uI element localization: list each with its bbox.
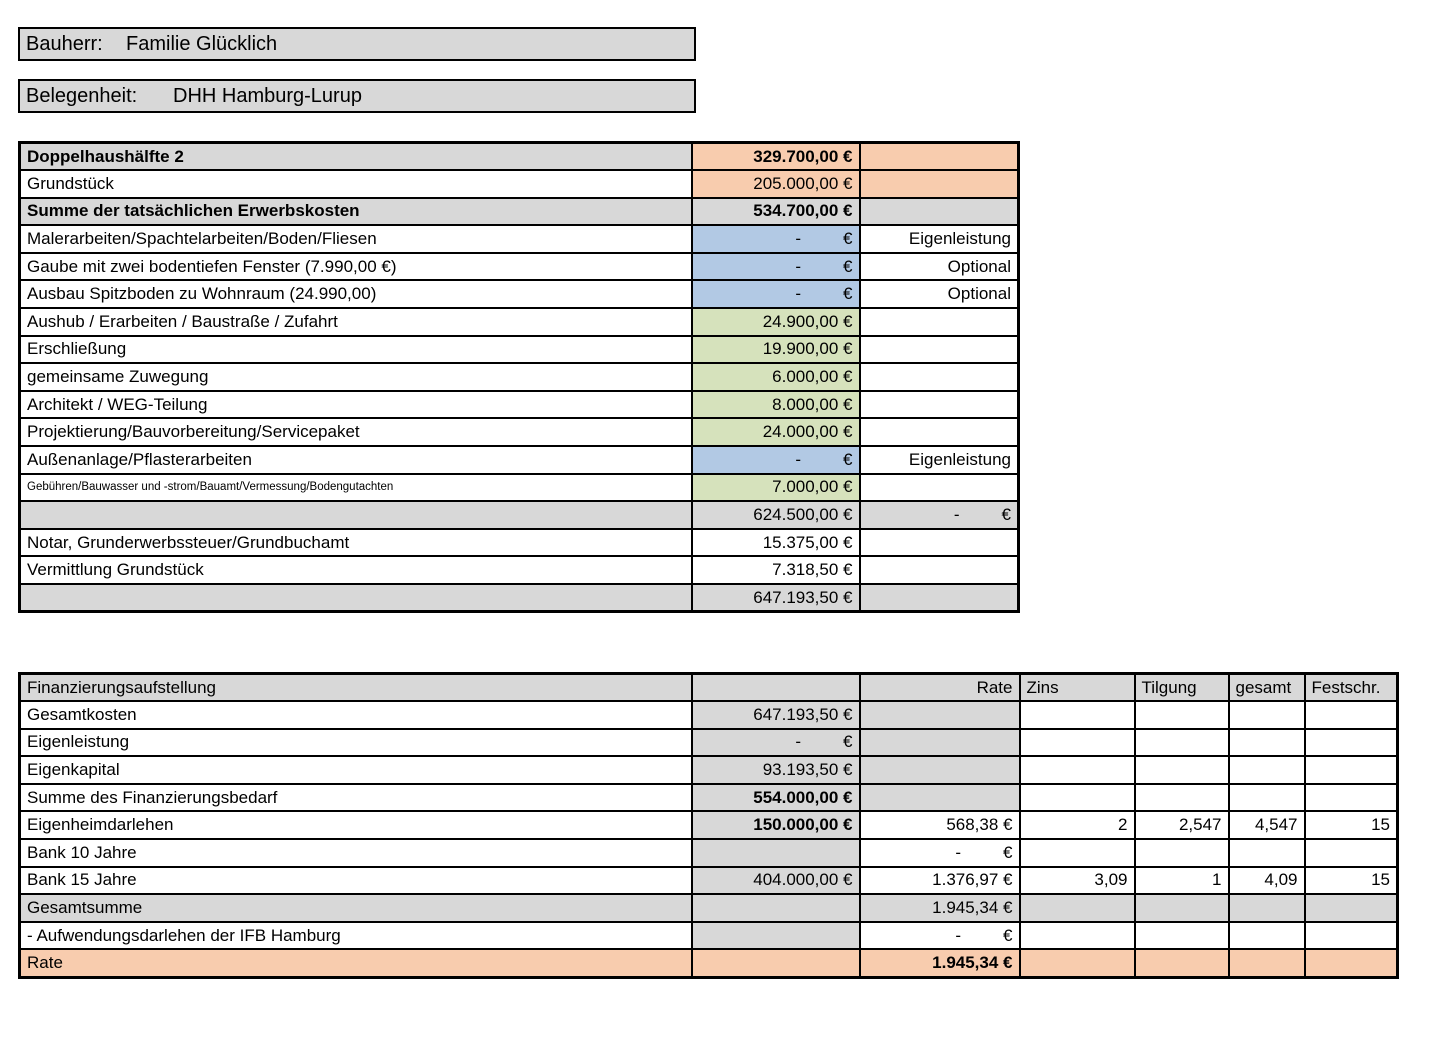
euro-sign: €	[1001, 505, 1011, 525]
row-label: Eigenheimdarlehen	[20, 811, 692, 839]
belegenheit-value: DHH Hamburg-Lurup	[173, 84, 362, 107]
row-label: Rate	[20, 949, 692, 977]
row-label: Bank 10 Jahre	[20, 839, 692, 867]
amount-cell: 329.700,00 €	[692, 143, 860, 171]
finance-header-row	[20, 674, 1398, 702]
gesamt-cell	[1229, 729, 1305, 757]
accounting-dash: -	[953, 505, 960, 525]
note-cell	[860, 556, 1019, 584]
gesamt-cell: 4,547	[1229, 811, 1305, 839]
table-row	[20, 501, 1019, 529]
zins-cell	[1020, 729, 1135, 757]
table-row	[20, 363, 1019, 391]
table-row	[20, 894, 1398, 922]
row-label: Gesamtkosten	[20, 701, 692, 729]
amount-cell	[692, 225, 860, 253]
zins-cell	[1020, 701, 1135, 729]
table-row	[20, 949, 1398, 977]
tilgung-cell: 2,547	[1135, 811, 1229, 839]
zins-cell	[1020, 756, 1135, 784]
row-label: Malerarbeiten/Spachtelarbeiten/Boden/Fliesen	[20, 225, 692, 253]
table-row	[20, 584, 1019, 612]
note-cell	[860, 363, 1019, 391]
row-label: Projektierung/Bauvorbereitung/Servicepaket	[20, 418, 692, 446]
amount-cell: 19.900,00 €	[692, 336, 860, 364]
table-row	[20, 729, 1398, 757]
belegenheit-label: Belegenheit:	[26, 84, 138, 107]
amount-cell: 150.000,00 €	[692, 811, 860, 839]
finance-table	[18, 672, 1399, 979]
amount-cell: 554.000,00 €	[692, 784, 860, 812]
amount-cell: 93.193,50 €	[692, 756, 860, 784]
cost-table	[18, 141, 1020, 613]
tilgung-cell	[1135, 701, 1229, 729]
table-row	[20, 391, 1019, 419]
amount-cell: 24.000,00 €	[692, 418, 860, 446]
rate-cell	[860, 701, 1020, 729]
festschr-cell	[1305, 756, 1398, 784]
rate-cell	[860, 784, 1020, 812]
column-header-rate-cell: Rate	[860, 674, 1020, 702]
zins-cell	[1020, 894, 1135, 922]
amount-cell: 205.000,00 €	[692, 170, 860, 198]
table-row	[20, 556, 1019, 584]
table-row	[20, 922, 1398, 950]
column-header-zins-cell: Zins	[1020, 674, 1135, 702]
column-header-gesamt-cell: gesamt	[1229, 674, 1305, 702]
amount-cell: 7.000,00 €	[692, 474, 860, 502]
table-row	[20, 474, 1019, 502]
table-row	[20, 336, 1019, 364]
amount-cell: 24.900,00 €	[692, 308, 860, 336]
zins-cell	[1020, 922, 1135, 950]
accounting-dash: -	[795, 229, 802, 249]
euro-sign: €	[843, 732, 853, 752]
column-header-amount-cell	[692, 674, 860, 702]
rate-cell: 1.376,97 €	[860, 867, 1020, 895]
note-cell	[860, 170, 1019, 198]
row-label: Notar, Grunderwerbssteuer/Grundbuchamt	[20, 529, 692, 557]
rate-cell	[860, 922, 1020, 950]
tilgung-cell	[1135, 756, 1229, 784]
zins-cell	[1020, 784, 1135, 812]
gesamt-cell	[1229, 839, 1305, 867]
festschr-cell	[1305, 894, 1398, 922]
tilgung-cell	[1135, 922, 1229, 950]
tilgung-cell	[1135, 839, 1229, 867]
rate-cell: 1.945,34 €	[860, 949, 1020, 977]
gesamt-cell: 4,09	[1229, 867, 1305, 895]
table-row	[20, 446, 1019, 474]
row-label: Eigenkapital	[20, 756, 692, 784]
column-header-row-label: Finanzierungsaufstellung	[20, 674, 692, 702]
note-cell: Optional	[860, 280, 1019, 308]
gesamt-cell	[1229, 784, 1305, 812]
row-label	[20, 584, 692, 612]
finance-table-body	[20, 701, 1398, 977]
note-cell	[860, 584, 1019, 612]
euro-sign: €	[843, 256, 853, 276]
zins-cell: 3,09	[1020, 867, 1135, 895]
table-row	[20, 811, 1398, 839]
table-row	[20, 418, 1019, 446]
row-label: Architekt / WEG-Teilung	[20, 391, 692, 419]
amount-cell	[692, 446, 860, 474]
tilgung-cell	[1135, 949, 1229, 977]
bauherr-value: Familie Glücklich	[126, 32, 278, 55]
row-label: gemeinsame Zuwegung	[20, 363, 692, 391]
column-header-tilgung-cell: Tilgung	[1135, 674, 1229, 702]
amount-cell: 647.193,50 €	[692, 701, 860, 729]
festschr-cell: 15	[1305, 811, 1398, 839]
table-row	[20, 198, 1019, 226]
tilgung-cell	[1135, 729, 1229, 757]
table-row	[20, 867, 1398, 895]
zins-cell	[1020, 839, 1135, 867]
table-row	[20, 839, 1398, 867]
row-label: Gebühren/Bauwasser und -strom/Bauamt/Vermessung/Bodengutachten	[20, 474, 692, 502]
row-label: Doppelhaushälfte 2	[20, 143, 692, 171]
row-label: Außenanlage/Pflasterarbeiten	[20, 446, 692, 474]
note-cell	[860, 529, 1019, 557]
festschr-cell	[1305, 729, 1398, 757]
amount-cell: 7.318,50 €	[692, 556, 860, 584]
amount-cell	[692, 894, 860, 922]
table-row	[20, 225, 1019, 253]
table-row	[20, 529, 1019, 557]
row-label: Erschließung	[20, 336, 692, 364]
amount-cell: 6.000,00 €	[692, 363, 860, 391]
note-cell	[860, 391, 1019, 419]
euro-sign: €	[843, 284, 853, 304]
zins-cell: 2	[1020, 811, 1135, 839]
row-label: Summe der tatsächlichen Erwerbskosten	[20, 198, 692, 226]
festschr-cell	[1305, 784, 1398, 812]
row-label: Summe des Finanzierungsbedarf	[20, 784, 692, 812]
note-cell: Optional	[860, 253, 1019, 281]
row-label: - Aufwendungsdarlehen der IFB Hamburg	[20, 922, 692, 950]
accounting-dash: -	[795, 449, 802, 469]
note-cell	[860, 501, 1019, 529]
bauherr-box	[18, 27, 696, 61]
festschr-cell	[1305, 701, 1398, 729]
tilgung-cell	[1135, 894, 1229, 922]
row-label: Gaube mit zwei bodentiefen Fenster (7.990,00 €)	[20, 253, 692, 281]
euro-sign: €	[1003, 842, 1013, 862]
note-cell	[860, 143, 1019, 171]
euro-sign: €	[843, 229, 853, 249]
accounting-dash: -	[955, 925, 962, 945]
table-row	[20, 143, 1019, 171]
row-label: Vermittlung Grundstück	[20, 556, 692, 584]
note-cell	[860, 418, 1019, 446]
note-cell	[860, 474, 1019, 502]
amount-cell	[692, 729, 860, 757]
rate-cell	[860, 756, 1020, 784]
table-row	[20, 308, 1019, 336]
amount-cell	[692, 253, 860, 281]
row-label: Bank 15 Jahre	[20, 867, 692, 895]
amount-cell: 534.700,00 €	[692, 198, 860, 226]
amount-cell: 404.000,00 €	[692, 867, 860, 895]
row-label: Eigenleistung	[20, 729, 692, 757]
accounting-dash: -	[795, 732, 802, 752]
cost-table-body	[20, 143, 1019, 612]
euro-sign: €	[1003, 925, 1013, 945]
tilgung-cell: 1	[1135, 867, 1229, 895]
amount-cell	[692, 839, 860, 867]
note-cell: Eigenleistung	[860, 446, 1019, 474]
amount-cell	[692, 949, 860, 977]
amount-cell: 15.375,00 €	[692, 529, 860, 557]
gesamt-cell	[1229, 922, 1305, 950]
euro-sign: €	[843, 449, 853, 469]
belegenheit-box	[18, 79, 696, 113]
table-row	[20, 253, 1019, 281]
note-cell: Eigenleistung	[860, 225, 1019, 253]
gesamt-cell	[1229, 701, 1305, 729]
amount-cell	[692, 280, 860, 308]
column-header-festschr-cell: Festschr.	[1305, 674, 1398, 702]
table-row	[20, 784, 1398, 812]
festschr-cell: 15	[1305, 867, 1398, 895]
amount-cell: 8.000,00 €	[692, 391, 860, 419]
note-cell	[860, 336, 1019, 364]
amount-cell: 624.500,00 €	[692, 501, 860, 529]
bauherr-label: Bauherr:	[26, 32, 103, 55]
note-cell	[860, 308, 1019, 336]
gesamt-cell	[1229, 756, 1305, 784]
table-row	[20, 756, 1398, 784]
accounting-dash: -	[955, 842, 962, 862]
row-label: Ausbau Spitzboden zu Wohnraum (24.990,00)	[20, 280, 692, 308]
rate-cell	[860, 839, 1020, 867]
table-row	[20, 701, 1398, 729]
festschr-cell	[1305, 839, 1398, 867]
row-label: Aushub / Erarbeiten / Baustraße / Zufahrt	[20, 308, 692, 336]
festschr-cell	[1305, 922, 1398, 950]
table-row	[20, 280, 1019, 308]
row-label	[20, 501, 692, 529]
rate-cell: 1.945,34 €	[860, 894, 1020, 922]
row-label: Gesamtsumme	[20, 894, 692, 922]
amount-cell	[692, 922, 860, 950]
gesamt-cell	[1229, 949, 1305, 977]
row-label: Grundstück	[20, 170, 692, 198]
gesamt-cell	[1229, 894, 1305, 922]
accounting-dash: -	[795, 256, 802, 276]
accounting-dash: -	[795, 284, 802, 304]
table-row	[20, 170, 1019, 198]
rate-cell	[860, 729, 1020, 757]
zins-cell	[1020, 949, 1135, 977]
tilgung-cell	[1135, 784, 1229, 812]
amount-cell: 647.193,50 €	[692, 584, 860, 612]
rate-cell: 568,38 €	[860, 811, 1020, 839]
note-cell	[860, 198, 1019, 226]
festschr-cell	[1305, 949, 1398, 977]
